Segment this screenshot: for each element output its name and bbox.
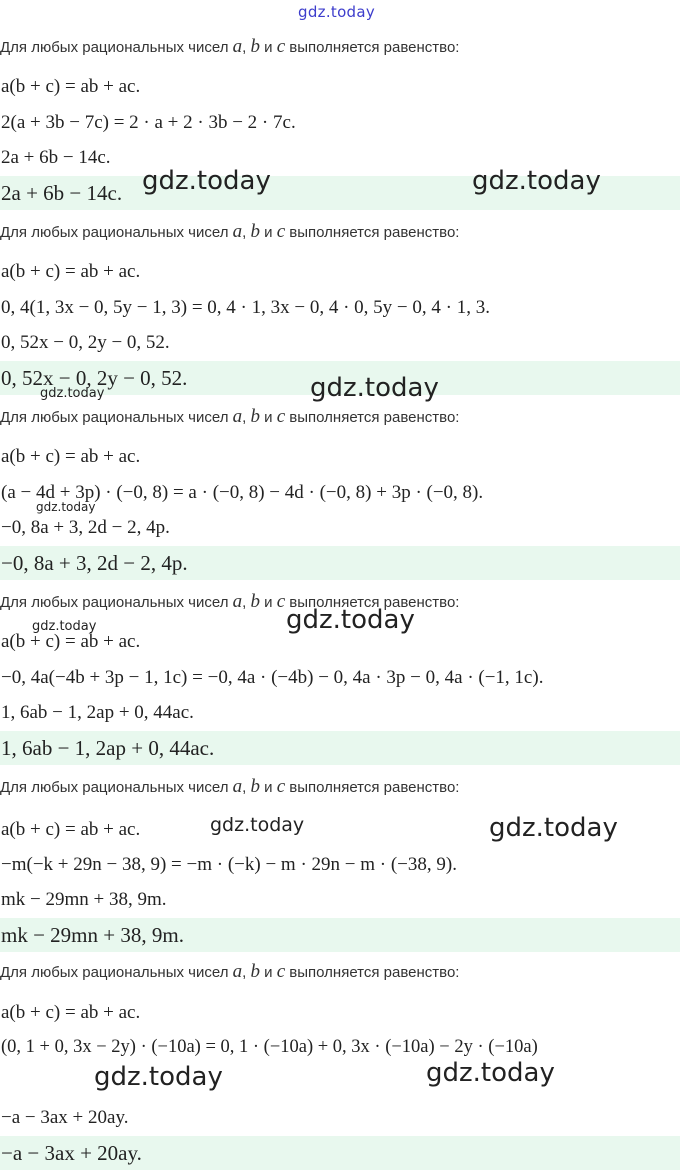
intro-text: Для любых рациональных чисел a, b и c выполняется равенство: xyxy=(0,406,460,427)
result-line: 2a + 6b − 14c. xyxy=(1,147,111,168)
answer-row xyxy=(0,731,680,765)
watermark: gdz.today xyxy=(36,500,96,514)
answer-row xyxy=(0,918,680,952)
expansion-line: 2(a + 3b − 7c) = 2 · a + 2 · 3b − 2 · 7c. xyxy=(1,112,296,133)
intro-text: Для любых рациональных чисел a, b и c выполняется равенство: xyxy=(0,221,460,242)
intro-text: Для любых рациональных чисел a, b и c выполняется равенство: xyxy=(0,961,460,982)
expansion-line: −0, 4a(−4b + 3p − 1, 1c) = −0, 4a · (−4b) − 0, 4a · 3p − 0, 4a · (−1, 1c). xyxy=(1,667,544,688)
watermark: gdz.today xyxy=(32,619,97,634)
watermark: gdz.today xyxy=(489,813,618,843)
watermark: gdz.today xyxy=(472,166,601,196)
result-line: 0, 52x − 0, 2y − 0, 52. xyxy=(1,332,170,353)
result-line: mk − 29mn + 38, 9m. xyxy=(1,889,167,910)
result-line: −0, 8a + 3, 2d − 2, 4p. xyxy=(1,517,170,538)
answer-row xyxy=(0,546,680,580)
watermark: gdz.today xyxy=(310,373,439,403)
solution-block-5 xyxy=(0,776,680,962)
solution-block-3 xyxy=(0,406,680,592)
distributive-rule: a(b + c) = ab + ac. xyxy=(1,819,141,840)
answer-text: 0, 52x − 0, 2y − 0, 52. xyxy=(1,366,188,390)
answer-text: 2a + 6b − 14c. xyxy=(1,181,123,205)
watermark: gdz.today xyxy=(210,814,305,836)
watermark-top: gdz.today xyxy=(298,3,376,21)
result-line: −a − 3ax + 20ay. xyxy=(1,1107,129,1128)
expansion-line: (a − 4d + 3p) · (−0, 8) = a · (−0, 8) − 4d · (−0, 8) + 3p · (−0, 8). xyxy=(1,482,484,503)
answer-text: −0, 8a + 3, 2d − 2, 4p. xyxy=(1,551,188,575)
intro-text: Для любых рациональных чисел a, b и c выполняется равенство: xyxy=(0,776,460,797)
watermark: gdz.today xyxy=(40,386,105,401)
watermark: gdz.today xyxy=(142,166,271,196)
distributive-rule: a(b + c) = ab + ac. xyxy=(1,76,141,97)
expansion-line: (0, 1 + 0, 3x − 2y) · (−10a) = 0, 1 · (−10a) + 0, 3x · (−10a) − 2y · (−10a) xyxy=(1,1037,538,1057)
distributive-rule: a(b + c) = ab + ac. xyxy=(1,631,141,652)
intro-text: Для любых рациональных чисел a, b и c выполняется равенство: xyxy=(0,591,460,612)
watermark: gdz.today xyxy=(426,1058,555,1088)
distributive-rule: a(b + c) = ab + ac. xyxy=(1,1002,141,1023)
expansion-line: −m(−k + 29n − 38, 9) = −m · (−k) − m · 29n − m · (−38, 9). xyxy=(1,854,457,875)
answer-text: −a − 3ax + 20ay. xyxy=(1,1141,142,1165)
expansion-line: 0, 4(1, 3x − 0, 5y − 1, 3) = 0, 4 · 1, 3x − 0, 4 · 0, 5y − 0, 4 · 1, 3. xyxy=(1,297,490,318)
intro-text: Для любых рациональных чисел a, b и c выполняется равенство: xyxy=(0,36,460,57)
distributive-rule: a(b + c) = ab + ac. xyxy=(1,446,141,467)
answer-text: 1, 6ab − 1, 2ap + 0, 44ac. xyxy=(1,736,215,760)
answer-row xyxy=(0,1136,680,1170)
answer-text: mk − 29mn + 38, 9m. xyxy=(1,923,184,947)
distributive-rule: a(b + c) = ab + ac. xyxy=(1,261,141,282)
watermark: gdz.today xyxy=(94,1062,223,1092)
watermark: gdz.today xyxy=(286,605,415,635)
result-line: 1, 6ab − 1, 2ap + 0, 44ac. xyxy=(1,702,194,723)
